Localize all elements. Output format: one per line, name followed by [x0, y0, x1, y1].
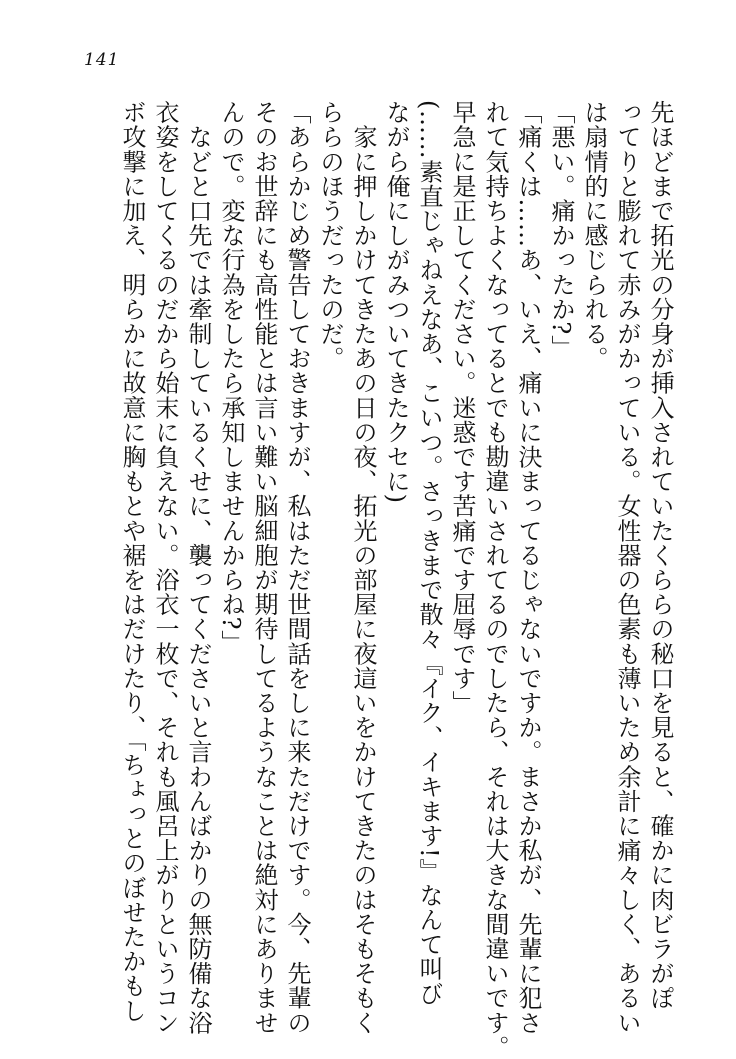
page-number: 141 — [84, 50, 120, 70]
text-line: ってりと膨れて赤みがかっている。女性器の色素も薄いため余計に痛々しく、あるい — [613, 100, 641, 1035]
text-line: 「痛くは……あ、いえ、痛いに決まってるじゃないですか。まさか私が、先輩に犯さ — [514, 100, 542, 1035]
text-line: ボ攻撃に加え、明らかに故意に胸もとや裾をはだけたり、「ちょっとのぼせたかもし — [118, 100, 146, 1023]
text-line: 衣姿をしてくるのだから始末に負えない。浴衣一枚で、それも風呂上がりというコン — [151, 100, 179, 1035]
text-line: ながら俺にしがみついてきたクセに) — [382, 100, 410, 504]
text-line: れて気持ちよくなってるとでも勘違いされてるのでしたら、それは大きな間違いです。 — [481, 100, 509, 1059]
text-line: などと口先では牽制しているくせに、襲ってくださいと言わんばかりの無防備な浴 — [184, 100, 212, 1035]
text-line: 早急に是正してください。迷惑です苦痛です屈辱です」 — [448, 100, 476, 715]
text-line: (……素直じゃねえなあ、こいつ。さっきまで散々『イク、イキます!』なんて叫び — [415, 100, 443, 1006]
body-text — [76, 100, 676, 1059]
text-line: 「あらかじめ警告しておきますが、私はただ世間話をしに来ただけです。今、先輩の — [283, 100, 311, 1035]
text-line: は扇情的に感じられる。 — [580, 100, 608, 371]
text-line: 先ほどまで拓光の分身が挿入されていたくららの秘口を見ると、確かに肉ビラがぽ — [646, 100, 674, 1011]
text-line: んので。変な行為をしたら承知しませんからね?」 — [217, 100, 245, 655]
text-line: そのお世辞にも高性能とは言い難い脳細胞が期待してるようなことは絶対にありませ — [250, 100, 278, 1035]
text-line: ららのほうだったのだ。 — [316, 100, 344, 371]
text-line: 家に押しかけてきたあの日の夜、拓光の部屋に夜這いをかけてきたのはそもそもく — [349, 100, 377, 1035]
text-line: 「悪い。痛かったか?」 — [547, 100, 575, 360]
